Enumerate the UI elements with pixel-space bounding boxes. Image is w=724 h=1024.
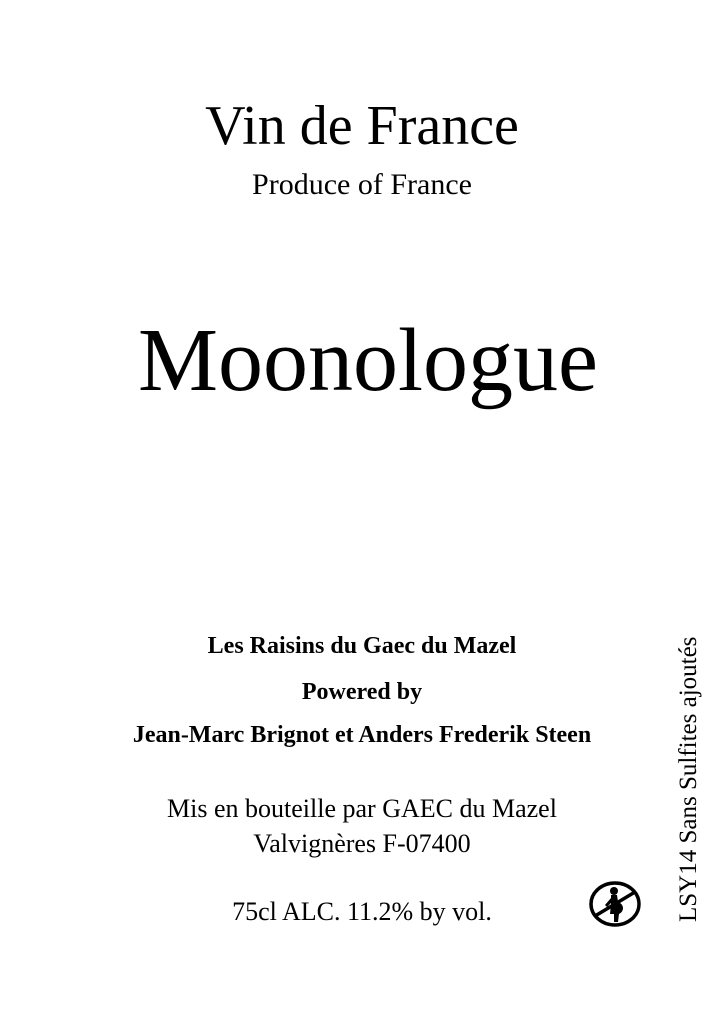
bottler-address: Valvignères F-07400 <box>253 829 471 858</box>
winemakers: Jean-Marc Brignot et Anders Frederik Steen <box>132 722 592 748</box>
grapes-source: Les Raisins du Gaec du Mazel <box>207 633 517 659</box>
side-note: LSY14 Sans Sulfites ajoutés <box>675 636 702 922</box>
volume-alcohol: 75cl ALC. 11.2% by vol. <box>232 897 492 926</box>
wine-name: Moonologue <box>138 311 598 410</box>
origin-subtitle: Produce of France <box>252 168 472 201</box>
bottler-info: Mis en bouteille par GAEC du Mazel <box>167 794 557 823</box>
pregnant-woman-warning-icon <box>589 880 641 928</box>
powered-by: Powered by <box>301 679 423 705</box>
appellation-title: Vin de France <box>205 95 519 157</box>
